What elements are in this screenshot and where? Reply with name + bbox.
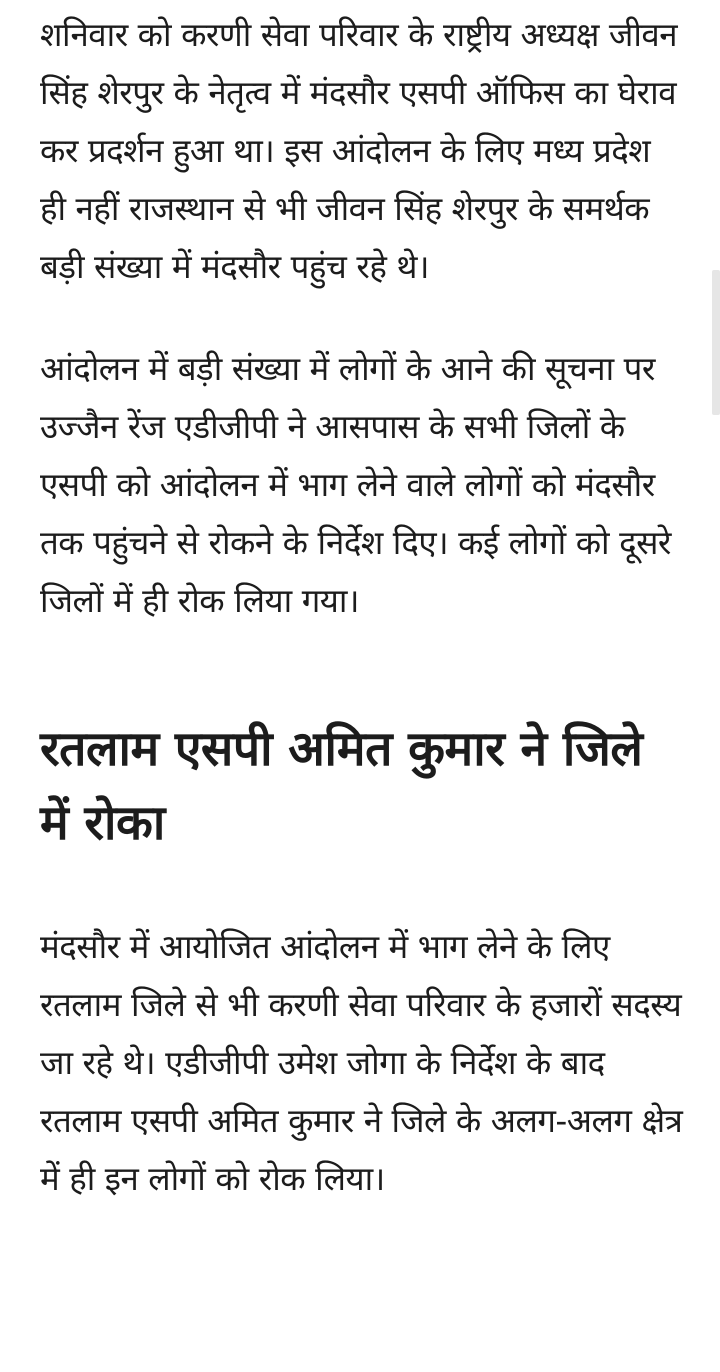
section-heading: रतलाम एसपी अमित कुमार ने जिले में रोका (40, 721, 643, 851)
scrollbar-thumb[interactable] (712, 270, 720, 415)
article-paragraph: आंदोलन में बड़ी संख्या में लोगों के आने की सूचना पर उज्जैन रेंज एडीजीपी ने आसपास के सभी जिलों के एसपी को आंदोलन में भाग लेने वाले लोगों को मंदसौर तक पहुंचने से रोकने के निर्देश दिए। कई लोगों को दूसरे जिलों में ही रोक लिया गया। (40, 349, 671, 620)
article-body (40, 6, 685, 1208)
article-paragraph: मंदसौर में आयोजित आंदोलन में भाग लेने के लिए रतलाम जिले से भी करणी सेवा परिवार के हजारों सदस्य जा रहे थे। एडीजीपी उमेश जोगा के निर्देश के बाद रतलाम एसपी अमित कुमार ने जिले के अलग-अलग क्षेत्र में ही इन लोगों को रोक लिया। (40, 927, 683, 1198)
article-paragraph: शनिवार को करणी सेवा परिवार के राष्ट्रीय अध्यक्ष जीवन सिंह शेरपुर के नेतृत्व में मंदसौर एसपी ऑफिस का घेराव कर प्रदर्शन हुआ था। इस आंदोलन के लिए मध्य प्रदेश ही नहीं राजस्थान से भी जीवन सिंह शेरपुर के समर्थक बड़ी संख्या में मंदसौर पहुंच रहे थे। (40, 15, 678, 286)
